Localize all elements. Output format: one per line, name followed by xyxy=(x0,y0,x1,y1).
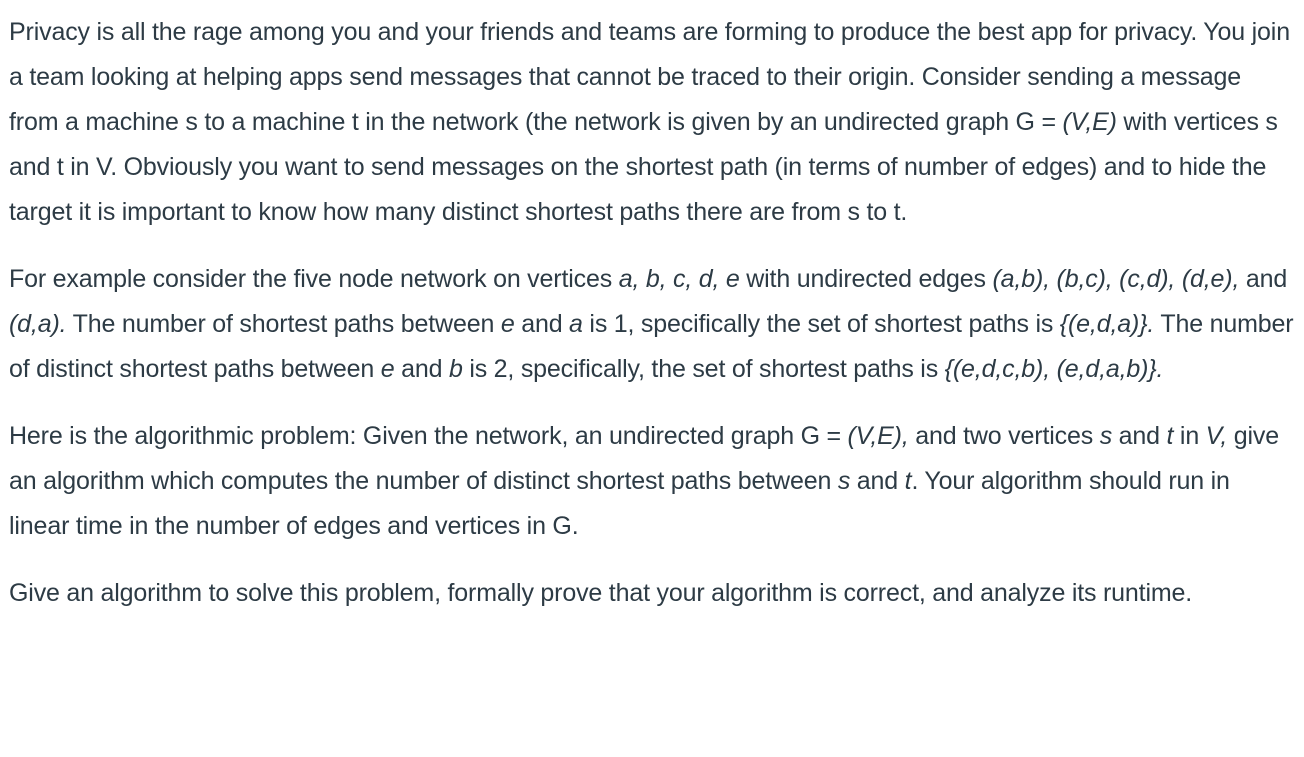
italic-text-segment: a, b, c, d, e xyxy=(618,265,740,293)
text-segment: with undirected edges xyxy=(739,265,993,293)
problem-statement-paragraph xyxy=(9,414,1296,549)
text-segment: . Your algorithm should run in linear time in the number of edges and vertices in G. xyxy=(9,467,1230,540)
text-segment: is 1, specifically the set of shortest paths is xyxy=(582,310,1060,338)
italic-text-segment: (V,E) xyxy=(1062,108,1117,136)
text-segment: Here is the algorithmic problem: Given the network, an undirected graph G = xyxy=(9,422,848,450)
text-segment: Privacy is all the rage among you and your friends and teams are forming to produce the best app for privacy. You join a team looking at helping apps send messages that cannot be traced to their origin. Consider sending a message from a machine s to a machine t in the network (the network is given by an undirected graph G = xyxy=(9,18,1290,136)
italic-text-segment: b xyxy=(448,355,463,383)
text-segment: and xyxy=(1239,265,1288,293)
italic-text-segment: a xyxy=(569,310,583,338)
italic-text-segment: {(e,d,c,b), (e,d,a,b)}. xyxy=(944,355,1164,383)
italic-text-segment: (d,a). xyxy=(9,310,67,338)
text-segment: and xyxy=(514,310,570,338)
italic-text-segment: e xyxy=(500,310,515,338)
text-segment: The number of distinct shortest paths between xyxy=(9,310,1294,383)
italic-text-segment: V, xyxy=(1205,422,1228,450)
text-segment: and two vertices xyxy=(908,422,1100,450)
text-segment: with vertices s and t in V. Obviously you want to send messages on the shortest path (in terms of number of edges) and to hide the target it is important to know how many distinct shortest paths there are from s to t. xyxy=(9,108,1278,226)
italic-text-segment: e xyxy=(380,355,395,383)
text-segment: in xyxy=(1173,422,1206,450)
italic-text-segment: (a,b), (b,c), (c,d), (d,e), xyxy=(992,265,1240,293)
text-segment: and xyxy=(850,467,905,495)
text-segment: give an algorithm which computes the number of distinct shortest paths between xyxy=(9,422,1279,495)
italic-text-segment: s xyxy=(837,467,851,495)
text-segment: Give an algorithm to solve this problem, formally prove that your algorithm is correct, and analyze its runtime. xyxy=(9,579,1193,607)
italic-text-segment: s xyxy=(1099,422,1113,450)
example-paragraph xyxy=(9,257,1296,392)
text-segment: is 2, specifically, the set of shortest paths is xyxy=(462,355,945,383)
italic-text-segment: {(e,d,a)}. xyxy=(1059,310,1155,338)
task-paragraph xyxy=(9,571,1296,616)
text-segment: For example consider the five node network on vertices xyxy=(9,265,619,293)
text-segment: and xyxy=(1112,422,1167,450)
italic-text-segment: t xyxy=(904,467,912,495)
problem-context-paragraph xyxy=(9,10,1296,235)
italic-text-segment: (V,E), xyxy=(847,422,909,450)
text-segment: The number of shortest paths between xyxy=(66,310,501,338)
text-segment: and xyxy=(394,355,449,383)
italic-text-segment: t xyxy=(1166,422,1174,450)
